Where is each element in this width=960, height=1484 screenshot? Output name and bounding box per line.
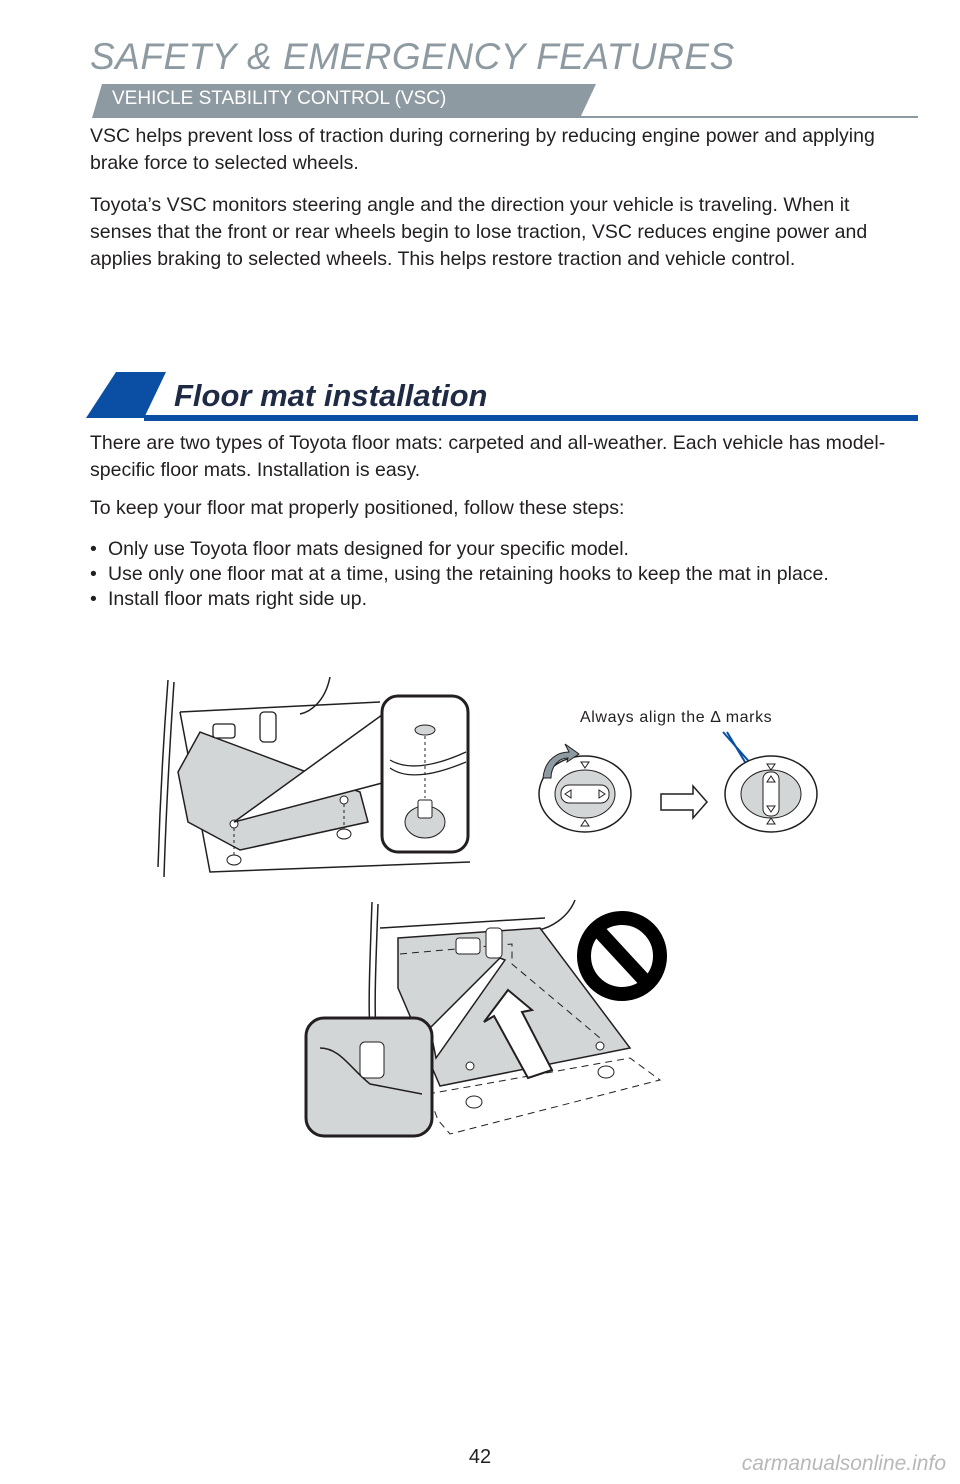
section-title: SAFETY & EMERGENCY FEATURES: [90, 36, 735, 77]
bullet-icon: •: [90, 588, 97, 610]
watermark: carmanualsonline.info: [741, 1452, 946, 1475]
hook-alignment-illustration: [535, 730, 825, 840]
floor-mat-steps: [90, 537, 890, 612]
list-item: • Only use Toyota floor mats designed for your specific model.: [90, 538, 629, 560]
bullet-icon: •: [90, 538, 97, 560]
floor-mat-paragraph-1: There are two types of Toyota floor mats: carpeted and all-weather. Each vehicle has model-specific floor mats. Installation is easy.: [90, 432, 886, 481]
vsc-paragraph-2: Toyota’s VSC monitors steering angle and the direction your vehicle is traveling. When it senses that the front or rear wheels begin to lose traction, VSC reduces engine power and applies braking to selected wheels. This helps restore traction and vehicle control.: [90, 194, 868, 270]
incorrect-floor-mat-illustration: [300, 898, 670, 1140]
list-item: • Install floor mats right side up.: [90, 588, 368, 610]
vsc-paragraph-1: VSC helps prevent loss of traction during cornering by reducing engine power and applying brake force to selected wheels.: [90, 125, 875, 174]
bullet-icon: •: [90, 563, 97, 585]
floor-mat-paragraph-2: To keep your floor mat properly positioned, follow these steps:: [90, 497, 625, 519]
floor-mat-hook-illustration: [150, 672, 475, 887]
align-marks-caption: Always align the Δ marks: [580, 709, 773, 726]
floor-mat-title: Floor mat installation: [174, 378, 488, 413]
subsection-label: VEHICLE STABILITY CONTROL (VSC): [112, 88, 447, 109]
list-item: • Use only one floor mat at a time, using the retaining hooks to keep the mat in place.: [90, 563, 829, 585]
page-number: 42: [468, 1446, 492, 1468]
